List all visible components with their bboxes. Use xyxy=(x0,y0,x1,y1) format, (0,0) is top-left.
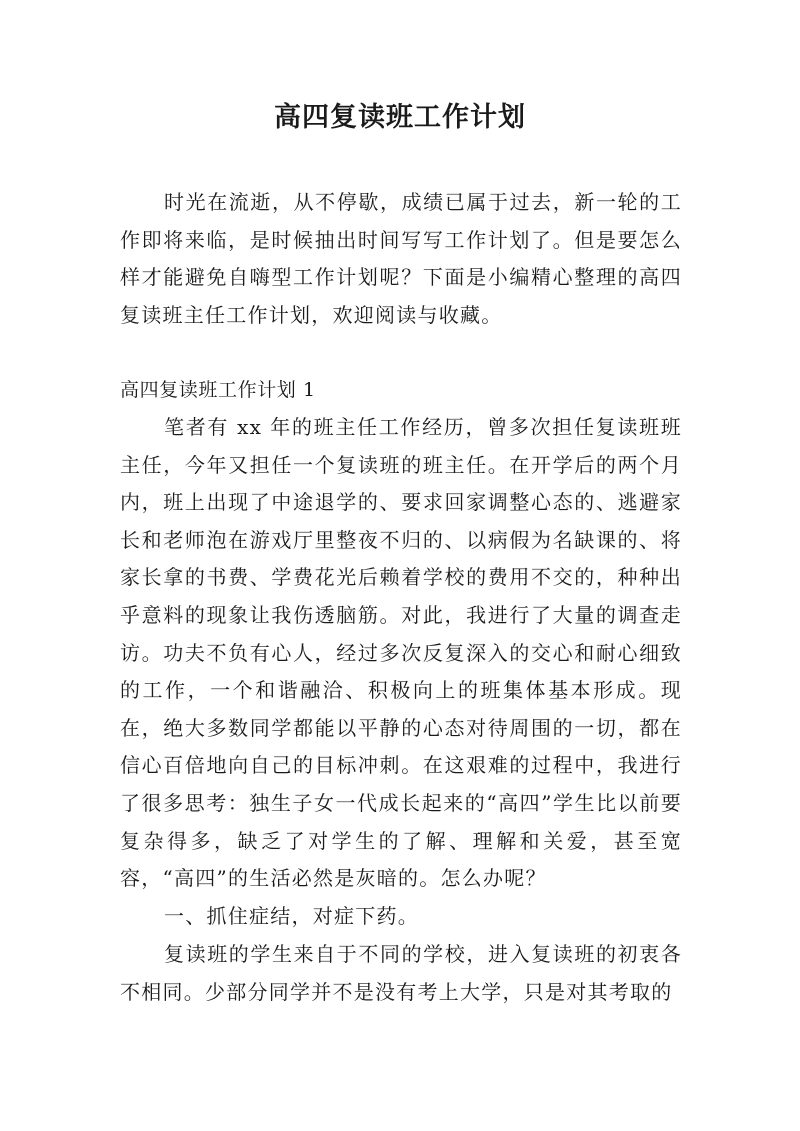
subsection-heading: 一、抓住症结，对症下药。 xyxy=(164,904,419,928)
intro-paragraph: 时光在流逝，从不停歇，成绩已属于过去，新一轮的工作即将来临，是时候抽出时间写写工作计划了。但是要怎么样才能避免自嗨型工作计划呢？下面是小编精心整理的高四复读班主任工作计划，欢迎阅读与收藏。 xyxy=(120,190,682,327)
body-paragraph: 复读班的学生来自于不同的学校，进入复读班的初衷各不相同。少部分同学并不是没有考上大学，只是对其考取的 xyxy=(120,942,682,1004)
document-title: 高四复读班工作计划 xyxy=(274,102,526,133)
section-heading: 高四复读班工作计划 1 xyxy=(120,379,316,401)
body-paragraph: 笔者有 xx 年的班主任工作经历，曾多次担任复读班班主任，今年又担任一个复读班的班主任。在开学后的两个月内，班上出现了中途退学的、要求回家调整心态的、逃避家长和老师泡在游戏厅里整夜不归的、以病假为名缺课的、将家长拿的书费、学费花光后赖着学校的费用不交的，种种出乎意料的现象让我伤透脑筋。对此，我进行了大量的调查走访。功夫不负有心人，经过多次反复深入的交心和耐心细致的工作，一个和谐融洽、积极向上的班集体基本形成。现在，绝大多数同学都能以平静的心态对待周围的一切，都在信心百倍地向自己的目标冲刺。在这艰难的过程中，我进行了很多思考：独生子女一代成长起来的“高四”学生比以前要复杂得多，缺乏了对学生的了解、理解和关爱，甚至宽容，“高四”的生活必然是灰暗的。怎么办呢？ xyxy=(120,415,682,891)
